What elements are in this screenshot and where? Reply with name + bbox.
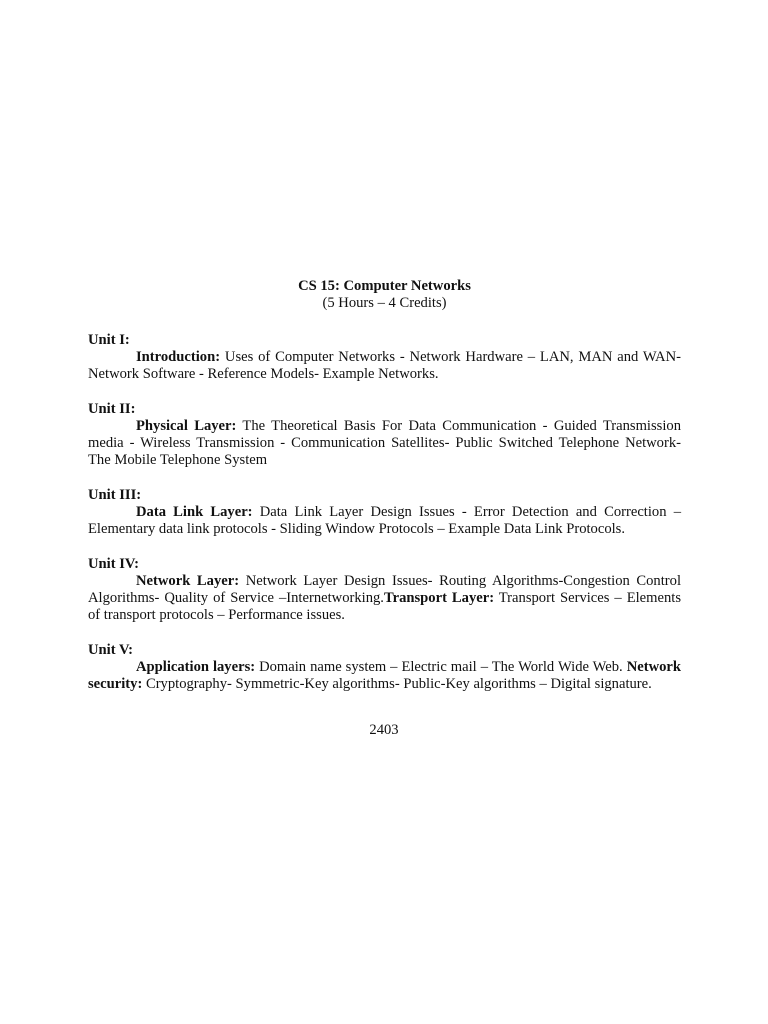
unit-heading: Unit III: [88,487,142,503]
topic-text: The Theoretical Basis For Data Communication - Guided Transmission media - Wireless Transmission - Communication Satellites- Public Switched Telephone Network- The Mobile Telephone System [88,418,681,468]
topic-text: Cryptography- Symmetric-Key algorithms- Public-Key algorithms – Digital signature. [142,676,652,692]
unit-heading: Unit I: [88,332,130,348]
unit-4 [88,556,681,624]
topic-text: Uses of Computer Networks - Network Hardware – LAN, MAN and WAN- Network Software - Reference Models- Example Networks. [88,349,681,382]
topic-label: Network Layer: [136,573,240,589]
unit-heading: Unit V: [88,642,134,658]
topic-label: Transport Layer: [383,590,495,606]
unit-2 [88,401,681,469]
topic-text: Network Layer Design Issues- Routing Algorithms-Congestion Control Algorithms- Quality of Service –Internetworking. [88,573,681,606]
unit-5 [88,642,681,693]
unit-heading: Unit II: [88,401,136,417]
unit-body [88,659,681,693]
topic-text: Domain name system – Electric mail – The World Wide Web. [255,659,627,675]
topic-label: Introduction: [136,349,221,365]
topic-text: Data Link Layer Design Issues - Error Detection and Correction – Elementary data link protocols - Sliding Window Protocols – Example Data Link Protocols. [88,504,681,537]
unit-1 [88,332,681,383]
course-title: CS 15: Computer Networks [298,278,471,294]
unit-body [88,418,681,469]
topic-label: Physical Layer: [136,418,237,434]
unit-body [88,504,681,538]
unit-body [88,573,681,624]
topic-text: Transport Services – Elements of transport protocols – Performance issues. [88,590,682,623]
syllabus-page [88,278,681,711]
topic-label: Data Link Layer: [136,504,253,520]
unit-3 [88,487,681,538]
page-number: 2403 [369,722,399,738]
unit-body [88,349,681,383]
topic-label: Application layers: [136,659,256,675]
topic-label: Network security: [88,659,681,692]
course-subtitle: (5 Hours – 4 Credits) [322,295,447,311]
unit-heading: Unit IV: [88,556,139,572]
